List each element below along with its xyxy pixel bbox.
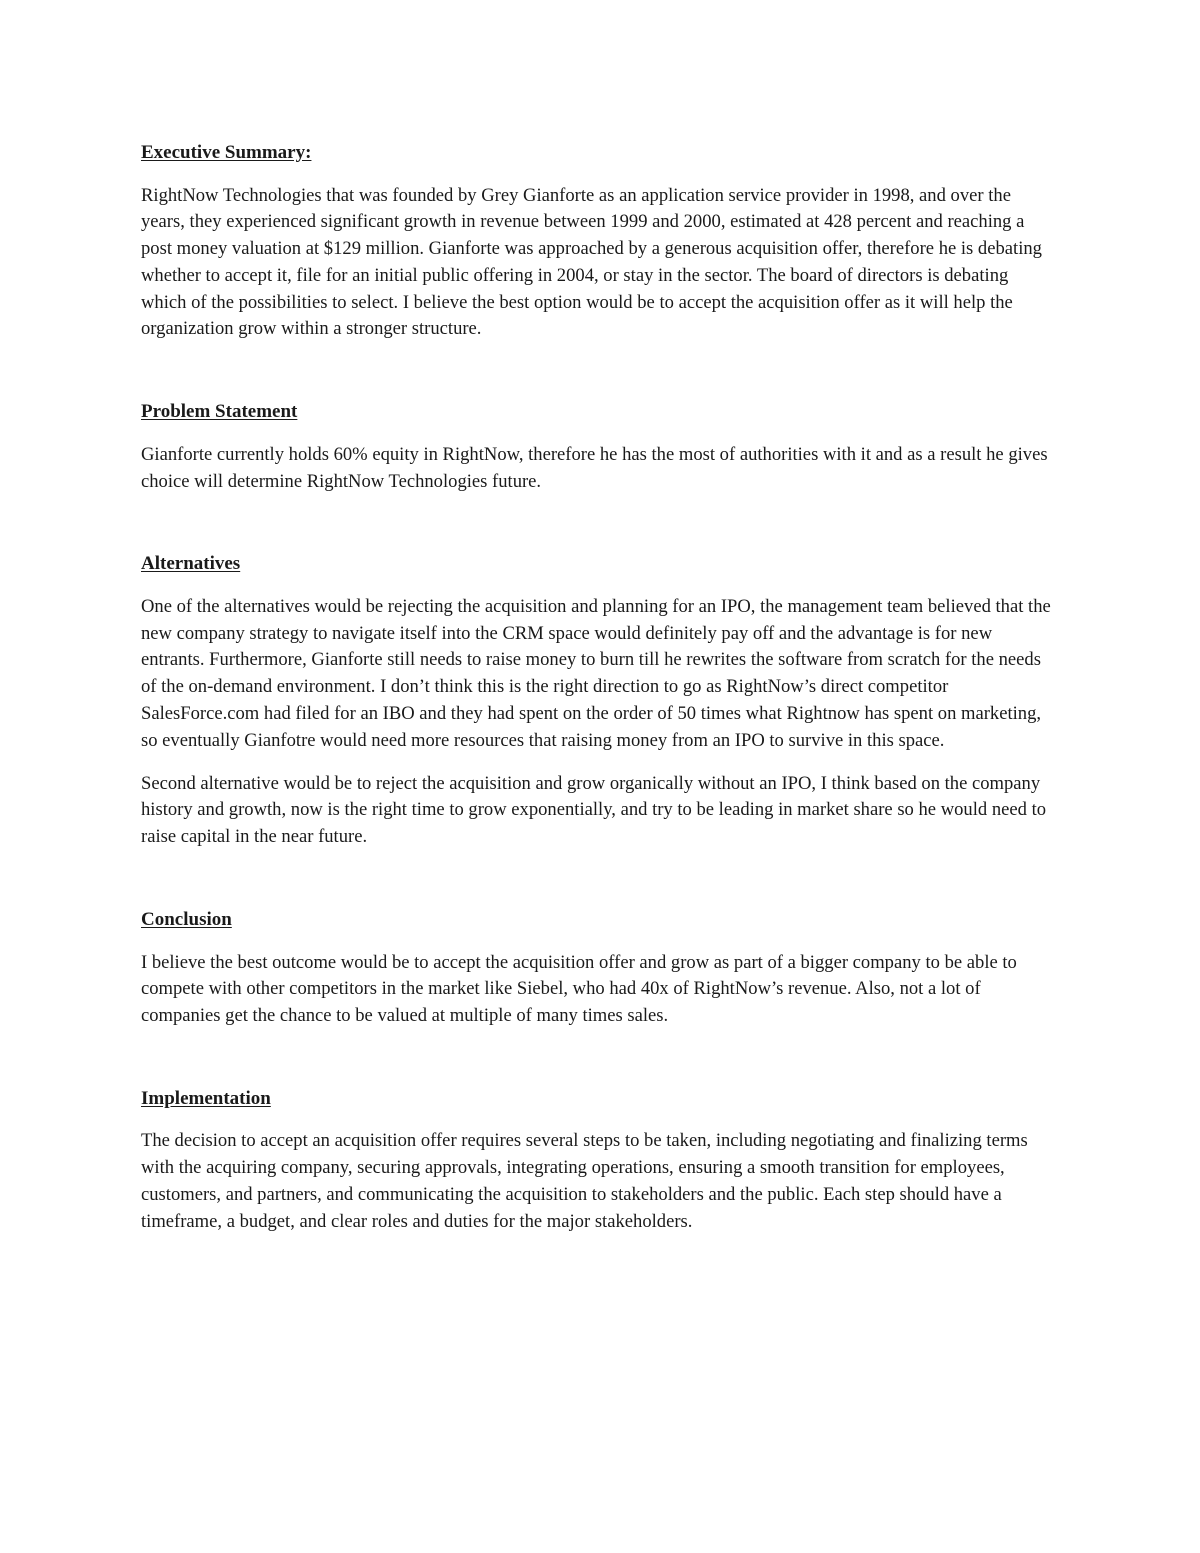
section-paragraph: I believe the best outcome would be to accept the acquisition offer and grow as part of a bigger company to be able to compete with other competitors in the market like Siebel, who had 40x of RightNow’s revenue. Also, not a lot of companies get the chance to be valued at multiple of many times sales. bbox=[141, 951, 1017, 1027]
section-heading: Executive Summary: bbox=[141, 142, 312, 163]
section-spacer bbox=[141, 1046, 1056, 1086]
section-problem-statement bbox=[141, 399, 1056, 495]
section-heading: Problem Statement bbox=[141, 401, 298, 423]
section-paragraph: Gianforte currently holds 60% equity in RightNow, therefore he has the most of authorities with it and as a result he gives choice will determine RightNow Technologies future. bbox=[141, 443, 1048, 492]
section-paragraph: RightNow Technologies that was founded by Grey Gianforte as an application service provider in 1998, and over the years, they experienced significant growth in revenue between 1999 and 2000, estimated at 428 percent and reaching a post money valuation at $129 million. Gianforte was approached by a generous acquisition offer, therefore he is debating whether to accept it, file for an initial public offering in 2004, or stay in the sector. The board of directors is debating which of the possibilities to select. I believe the best option would be to accept the acquisition offer as it will help the organization grow within a stronger structure. bbox=[141, 184, 1042, 340]
section-implementation bbox=[141, 1086, 1056, 1236]
section-spacer bbox=[141, 359, 1056, 399]
section-heading: Implementation bbox=[141, 1087, 271, 1109]
section-spacer bbox=[141, 867, 1056, 907]
section-spacer bbox=[141, 511, 1056, 551]
section-paragraph: Second alternative would be to reject the acquisition and grow organically without an IPO, I think based on the company history and growth, now is the right time to grow exponentially, and try to be leading in market share so he would need to raise capital in the near future. bbox=[141, 772, 1047, 848]
document-page bbox=[141, 140, 1056, 1252]
section-executive-summary bbox=[141, 140, 1056, 343]
section-heading: Alternatives bbox=[141, 553, 241, 575]
section-paragraph: One of the alternatives would be rejecting the acquisition and planning for an IPO, the management team believed that the new company strategy to navigate itself into the CRM space would definitely pay off and the advantage is for new entrants. Furthermore, Gianforte still needs to raise money to burn till he rewrites the software from scratch for the needs of the on-demand environment. I don’t think this is the right direction to go as RightNow’s direct competitor SalesForce.com had filed for an IBO and they had spent on the order of 50 times what Rightnow has spent on marketing, so eventually Gianfotre would need more resources that raising money from an IPO to survive in this space. bbox=[141, 595, 1051, 751]
section-alternatives bbox=[141, 551, 1056, 851]
section-conclusion bbox=[141, 907, 1056, 1030]
section-heading: Conclusion bbox=[141, 909, 232, 931]
section-paragraph: The decision to accept an acquisition offer requires several steps to be taken, including negotiating and finalizing terms with the acquiring company, securing approvals, integrating operations, ensuring a smooth transition for employees, customers, and partners, and communicating the acquisition to stakeholders and the public. Each step should have a timeframe, a budget, and clear roles and duties for the major stakeholders. bbox=[141, 1130, 1028, 1232]
